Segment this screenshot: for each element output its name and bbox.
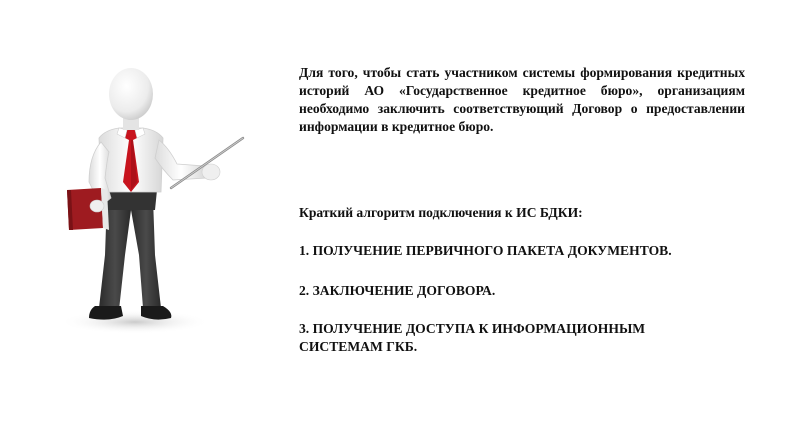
presenter-figure-illustration (55, 60, 255, 340)
head (109, 68, 153, 120)
waist (103, 190, 157, 210)
algorithm-title: Краткий алгоритм подключения к ИС БДКИ: (299, 205, 583, 220)
algorithm-step-3: 3. ПОЛУЧЕНИЕ ДОСТУПА К ИНФОРМАЦИОННЫМ СИСТЕМАМ ГКБ. (299, 321, 646, 354)
floor-shadow (60, 310, 210, 334)
content-text-block (299, 64, 745, 354)
right-shoe (141, 306, 171, 320)
intro-paragraph: Для того, чтобы стать участником системы формирования кредитных историй АО «Государственное кредитное бюро», организациям необходимо заключить соответствующий Договор о предоставлении информации в кредитное бюро. (299, 65, 745, 134)
book-hand (90, 200, 104, 212)
pointing-arm (155, 140, 207, 180)
algorithm-step-2: 2. ЗАКЛЮЧЕНИЕ ДОГОВОРА. (299, 283, 496, 298)
right-leg (131, 198, 161, 308)
left-shoe (89, 306, 123, 320)
pointing-hand (202, 164, 220, 180)
algorithm-step-1: 1. ПОЛУЧЕНИЕ ПЕРВИЧНОГО ПАКЕТА ДОКУМЕНТОВ. (299, 243, 672, 258)
